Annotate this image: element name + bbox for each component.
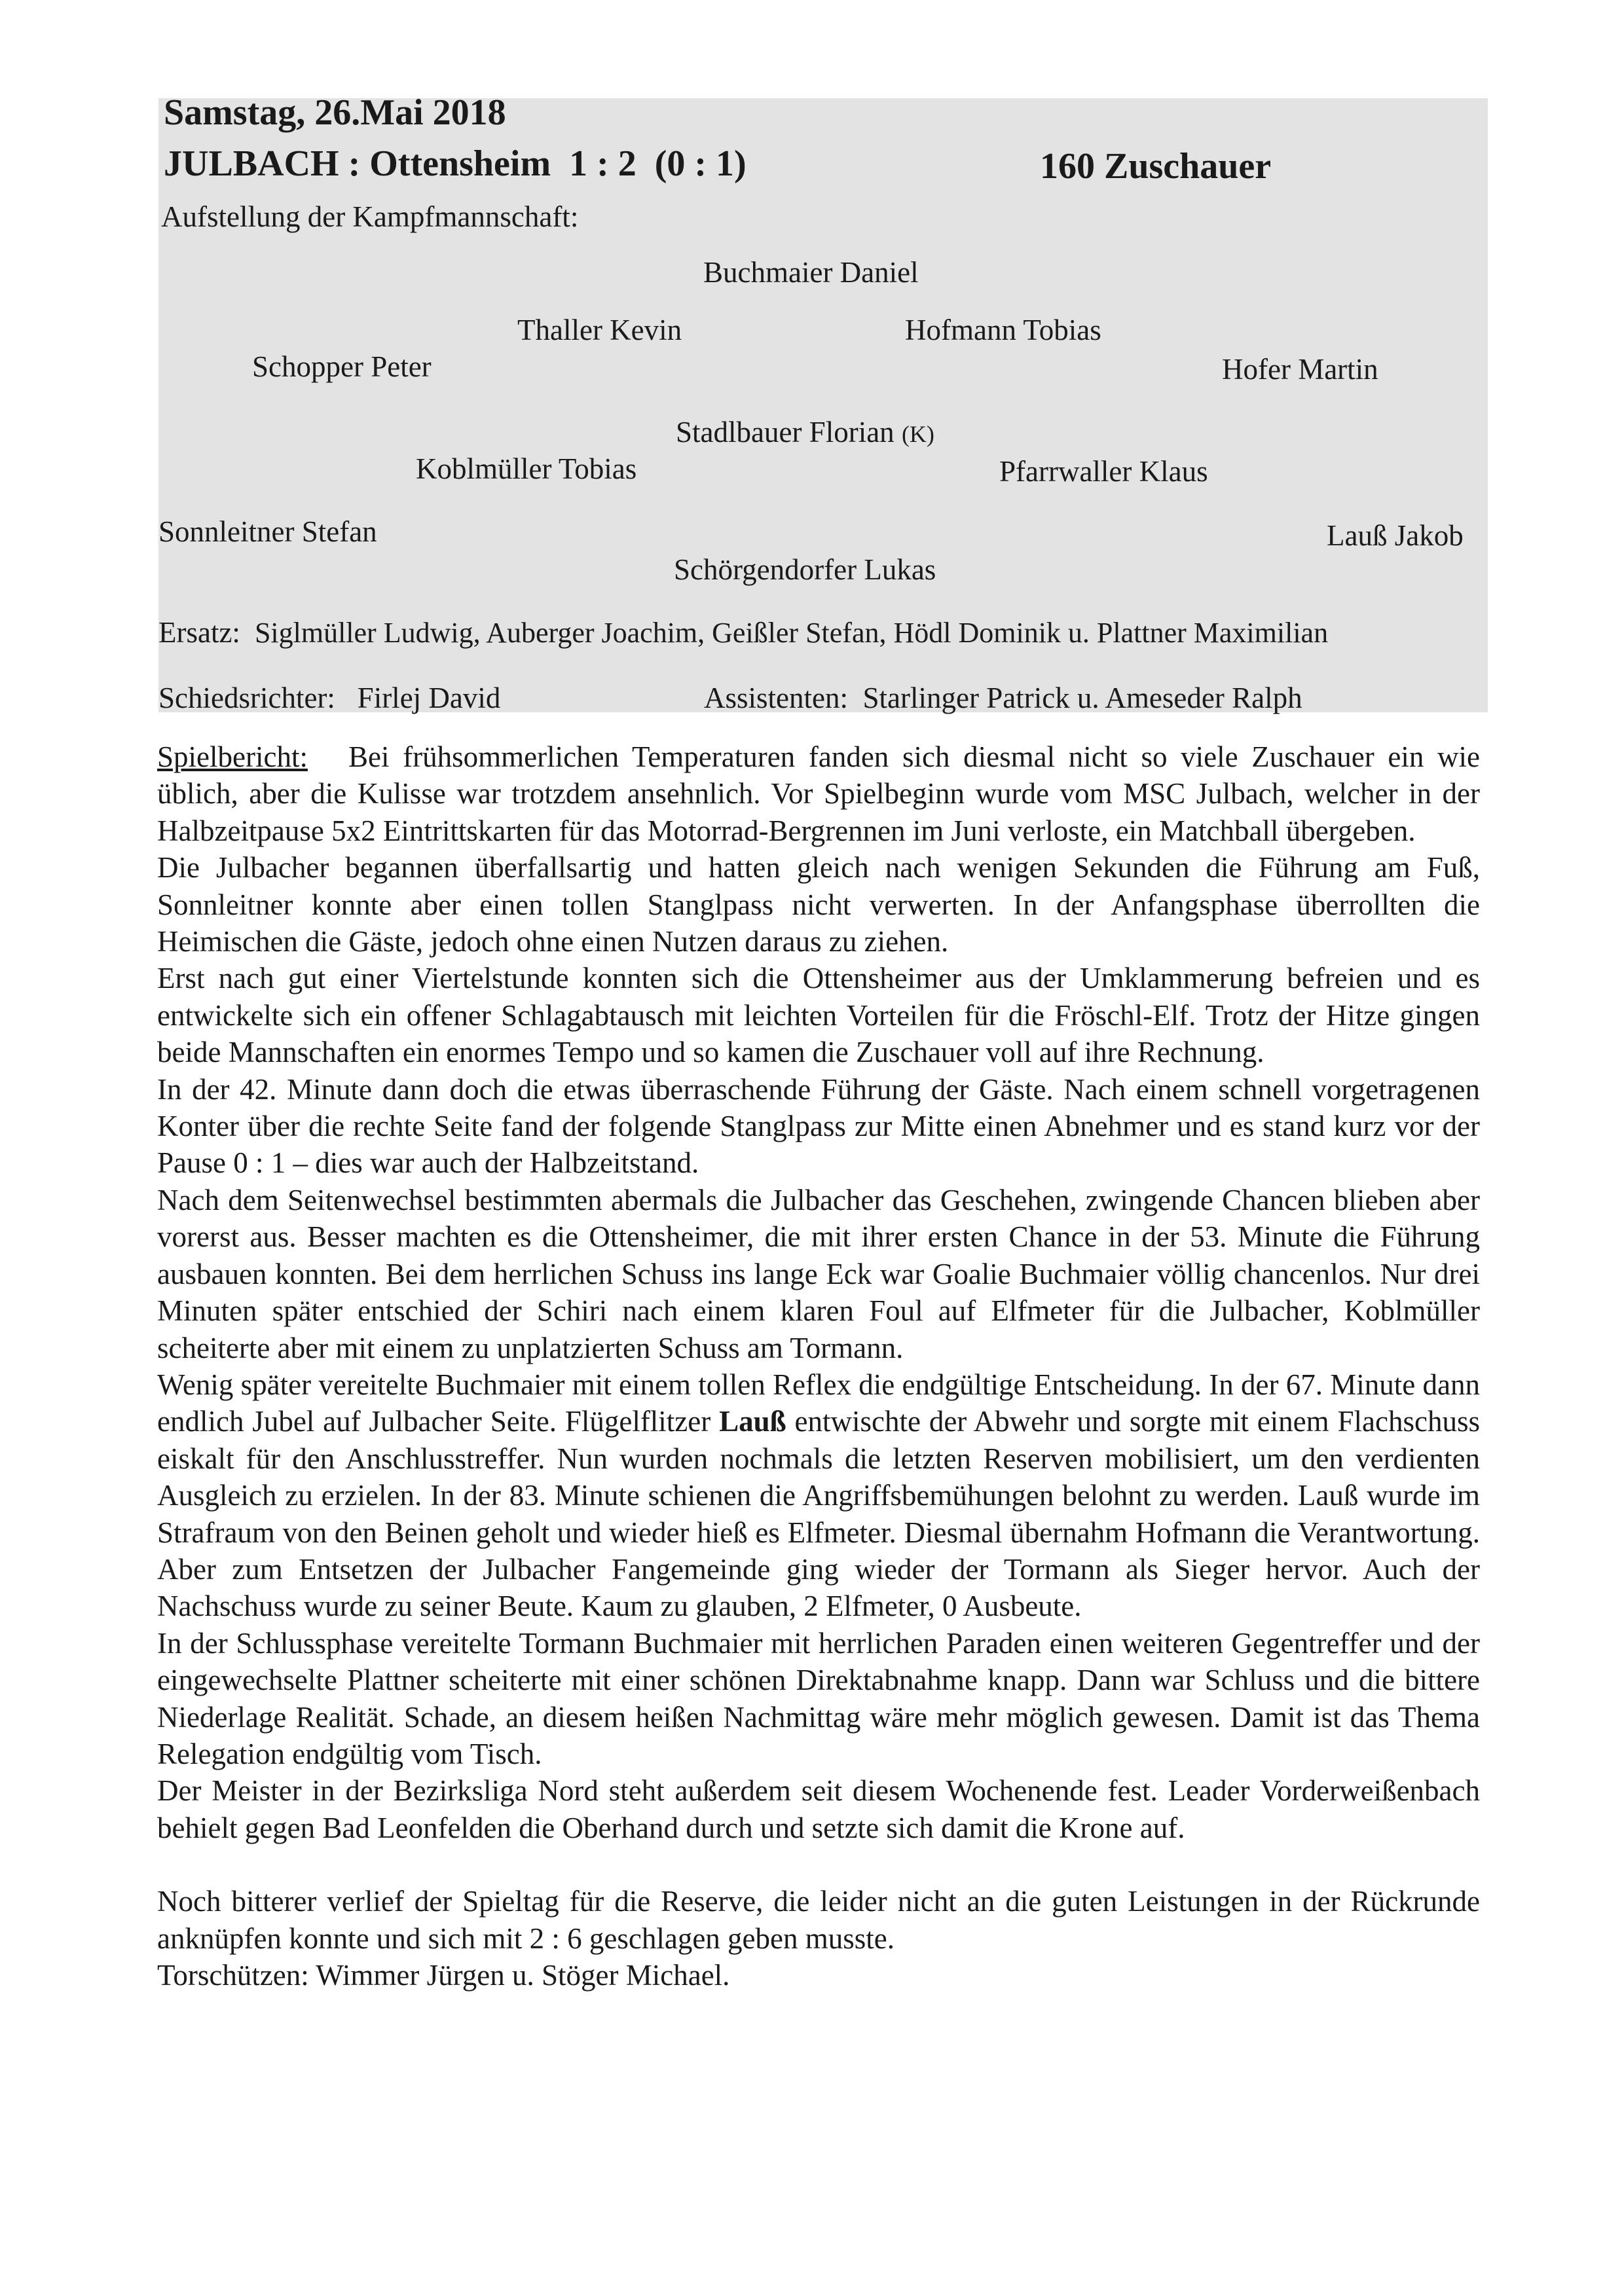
report-paragraph: In der 42. Minute dann doch die etwas überraschende Führung der Gäste. Nach einem schnell vorgetragenen Konter über die rechte Seite fand der folgende Stanglpass zur Mitte einen Abnehmer und es stand kurz vor der Pause 0 : 1 – dies war auch der Halbzeitstand. — [157, 1072, 1480, 1180]
report-paragraph: Nach dem Seitenwechsel bestimmten abermals die Julbacher das Geschehen, zwingende Chancen blieben aber vorerst aus. Besser machten es die Ottensheimer, die mit ihrer ersten Chance in der 53. Minute die Führung ausbauen konnten. Bei dem herrlichen Schuss ins lange Eck war Goalie Buchmaier völlig chancenlos. Nur drei Minuten später entschied der Schiri nach einem klaren Foul auf Elfmeter für die Julbacher, Koblmüller scheiterte aber mit einem zu unplatzierten Schuss am Tormann. — [157, 1183, 1480, 1364]
player-forward-left: Sonnleitner Stefan — [158, 515, 377, 548]
report-paragraph — [157, 738, 1480, 849]
player-forward-right: Lauß Jakob — [1327, 519, 1464, 552]
report-paragraph — [157, 1366, 1480, 1625]
assistants-names: Starlinger Patrick u. Ameseder Ralph — [862, 682, 1302, 714]
captain-mark: (K) — [901, 421, 934, 447]
player-midfield-center — [676, 415, 934, 449]
player-goalkeeper: Buchmaier Daniel — [703, 256, 919, 289]
player-midfield-right: Pfarrwaller Klaus — [999, 455, 1208, 488]
assistants-label: Assistenten: — [704, 682, 848, 714]
player-forward-center: Schörgendorfer Lukas — [674, 553, 936, 586]
report-highlight: Lauß — [719, 1405, 786, 1438]
report-text: Bei frühsommerlichen Temperaturen fanden sich diesmal nicht so viele Zuschauer ein wie üblich, aber die Kulisse war trotzdem ansehnlich. Vor Spielbeginn wurde vom MSC Julbach, welcher in der Halbzeitpause 5x2 Eintrittskarten für das Motorrad-Bergrennen im Juni verloste, ein Matchball übergeben. — [157, 740, 1481, 847]
report-paragraph: Erst nach gut einer Viertelstunde konnten sich die Ottensheimer aus der Umklammerung befreien und es entwickelte sich ein offener Schlagabtausch mit leichten Vorteilen für die Fröschl-Elf. Trotz der Hitze gingen beide Mannschaften ein enormes Tempo und so kamen die Zuschauer voll auf ihre Rechnung. — [157, 962, 1480, 1069]
report-paragraph: Noch bitterer verlief der Spieltag für die Reserve, die leider nicht an die guten Leistungen in der Rückrunde anknüpfen konnte und sich mit 2 : 6 geschlagen geben musste. — [157, 1885, 1480, 1955]
match-report — [157, 738, 1480, 1994]
match-date: Samstag, 26.Mai 2018 — [164, 92, 506, 133]
report-text: entwischte der Abwehr und sorgte mit einem Flachschuss eiskalt für den Anschlusstreffer. Nun wurden nochmals die letzten Reserven mobilisiert, um den verdienten Ausgleich zu erzielen. In der 83. Minute schienen die Angriffsbemühungen belohnt zu werden. Lauß wurde im Strafraum von den Beinen geholt und wieder hieß es Elfmeter. Diesmal übernahm Hofmann die Verantwortung. Aber zum Entsetzen der Julbacher Fangemeinde ging wieder der Tormann als Sieger hervor. Auch der Nachschuss wurde zu seiner Beute. Kaum zu glauben, 2 Elfmeter, 0 Ausbeute. — [157, 1405, 1480, 1623]
player-midfield-left: Koblmüller Tobias — [416, 452, 637, 485]
report-text: Wenig später vereitelte Buchmaier mit einem tollen Reflex die endgültige Entscheidung. In der 67. Minute dann endlich Jubel auf Julbacher Seite. Flügelflitzer — [157, 1368, 1480, 1438]
report-scorers: Torschützen: Wimmer Jürgen u. Stöger Michael. — [157, 1959, 730, 1992]
substitutes-names: Siglmüller Ludwig, Auberger Joachim, Geißler Stefan, Hödl Dominik u. Plattner Maximilian — [254, 617, 1329, 649]
substitutes — [158, 615, 1328, 649]
player-defender-right: Hofer Martin — [1222, 353, 1378, 386]
lineup-label: Aufstellung der Kampfmannschaft: — [161, 200, 579, 233]
referee — [158, 681, 500, 715]
match-result: JULBACH : Ottensheim 1 : 2 (0 : 1) — [164, 143, 747, 184]
substitutes-label: Ersatz: — [158, 616, 240, 649]
referee-name: Firlej David — [357, 682, 501, 714]
referee-label: Schiedsrichter: — [158, 682, 335, 714]
player-defender-right-center: Hofmann Tobias — [905, 314, 1101, 346]
report-heading: Spielbericht: — [157, 740, 308, 773]
report-paragraph: In der Schlussphase vereitelte Tormann Buchmaier mit herrlichen Paraden einen weiteren Gegentreffer und der eingewechselte Plattner scheiterte mit einer schönen Direktabnahme knapp. Dann war Schluss und die bittere Niederlage Realität. Schade, an diesem heißen Nachmittag wäre mehr möglich gewesen. Damit ist das Thema Relegation endgültig vom Tisch. — [157, 1626, 1480, 1770]
report-paragraph: Der Meister in der Bezirksliga Nord steht außerdem seit diesem Wochenende fest. Leader Vorderweißenbach behielt gegen Bad Leonfelden die Oberhand durch und setzte sich damit die Krone auf. — [157, 1774, 1480, 1844]
player-defender-left: Schopper Peter — [252, 350, 432, 383]
assistants — [704, 681, 1302, 715]
spectator-count: 160 Zuschauer — [1040, 146, 1272, 187]
player-name: Stadlbauer Florian — [676, 416, 895, 448]
player-defender-left-center: Thaller Kevin — [517, 314, 682, 346]
report-paragraph: Die Julbacher begannen überfallsartig und hatten gleich nach wenigen Sekunden die Führung am Fuß, Sonnleitner konnte aber einen tollen Stanglpass nicht verwerten. In der Anfangsphase überrollten die Heimischen die Gäste, jedoch ohne einen Nutzen daraus zu ziehen. — [157, 851, 1480, 958]
